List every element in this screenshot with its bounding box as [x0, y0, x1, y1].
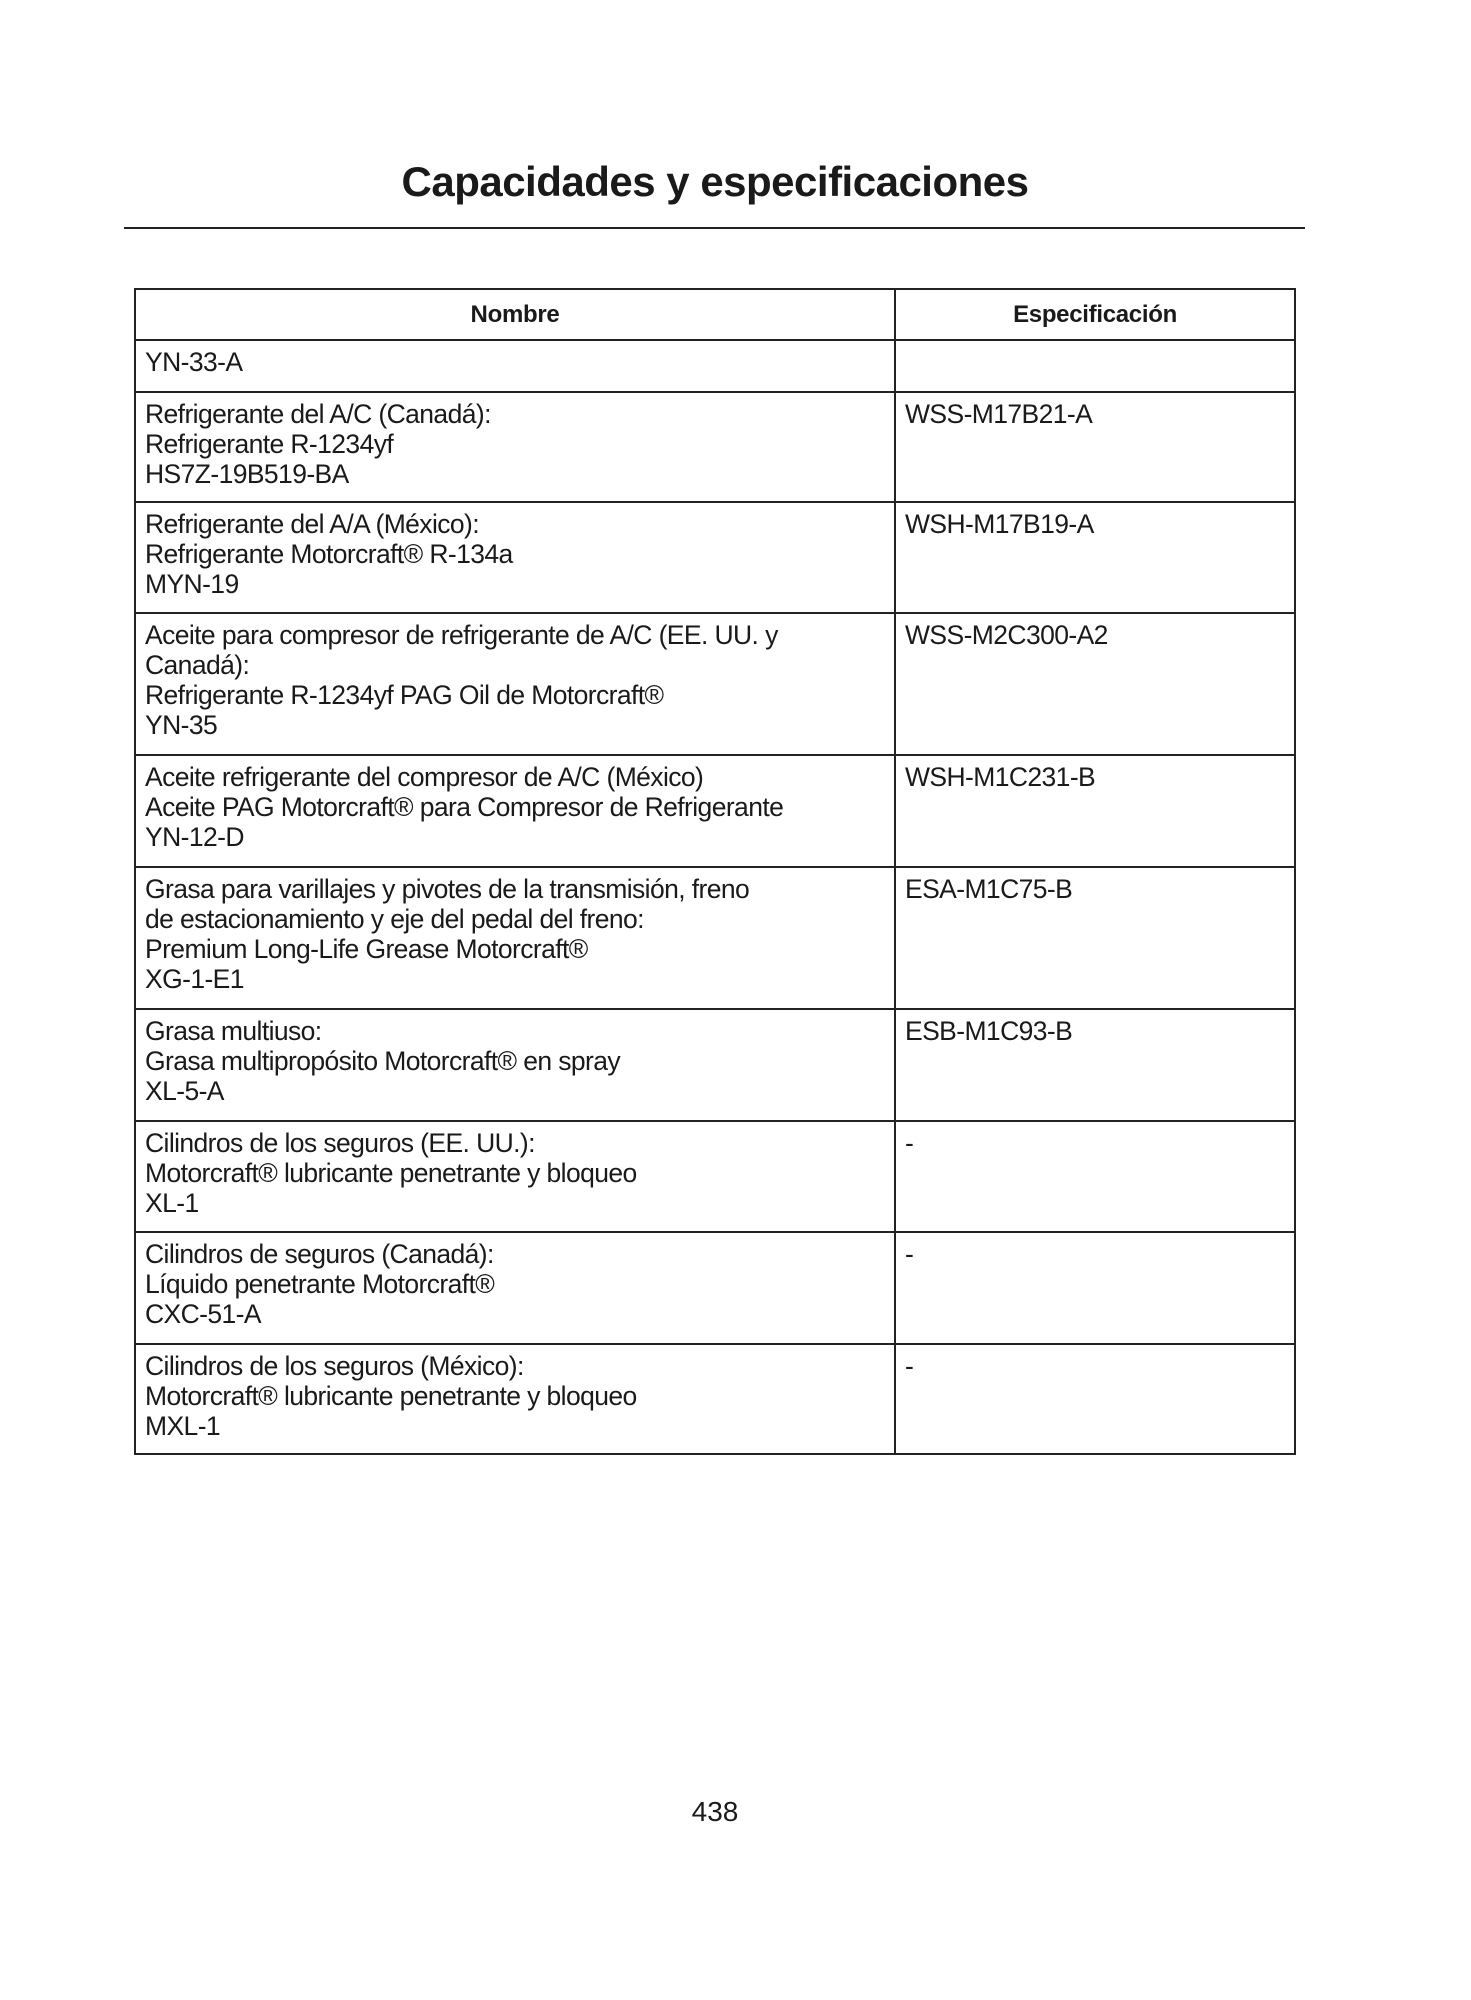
- name-line: YN-33-A: [145, 347, 243, 377]
- specification-cell: -: [895, 1344, 1295, 1454]
- name-cell: [135, 1232, 895, 1344]
- name-line: XG-1-E1: [145, 964, 244, 994]
- name-line: YN-35: [145, 710, 218, 740]
- name-line: Aceite para compresor de refrigerante de A/C (EE. UU. y: [145, 620, 778, 650]
- table-row: [135, 867, 1295, 1009]
- name-line: Refrigerante Motorcraft® R-134a: [145, 539, 513, 569]
- name-cell: [135, 340, 895, 392]
- column-header-specification: Especificación: [895, 289, 1295, 340]
- page-number: 438: [691, 1796, 739, 1827]
- table-row: [135, 1344, 1295, 1454]
- name-line: Grasa para varillajes y pivotes de la transmisión, freno: [145, 874, 750, 904]
- table-row: [135, 1232, 1295, 1344]
- specification-cell: -: [895, 1232, 1295, 1344]
- name-cell: [135, 392, 895, 502]
- table-row: [135, 340, 1295, 392]
- name-line: Aceite PAG Motorcraft® para Compresor de Refrigerante: [145, 792, 784, 822]
- specification-cell: WSS-M2C300-A2: [895, 613, 1295, 755]
- table-header-row: [135, 289, 1295, 340]
- table-row: [135, 1009, 1295, 1121]
- name-cell: [135, 1009, 895, 1121]
- name-cell: [135, 502, 895, 613]
- table-row: [135, 1121, 1295, 1232]
- specification-cell: [895, 340, 1295, 392]
- name-line: Refrigerante del A/A (México):: [145, 509, 480, 539]
- specification-cell: ESA-M1C75-B: [895, 867, 1295, 1009]
- page-title: Capacidades y especificaciones: [401, 158, 1029, 205]
- name-line: Grasa multipropósito Motorcraft® en spray: [145, 1046, 621, 1076]
- name-line: Líquido penetrante Motorcraft®: [145, 1269, 495, 1299]
- table-row: [135, 613, 1295, 755]
- name-line: Canadá):: [145, 650, 250, 680]
- name-line: Motorcraft® lubricante penetrante y bloqueo: [145, 1381, 637, 1411]
- specification-cell: WSH-M1C231-B: [895, 755, 1295, 867]
- name-cell: [135, 1344, 895, 1454]
- name-line: MXL-1: [145, 1411, 221, 1441]
- name-line: HS7Z-19B519-BA: [145, 459, 349, 489]
- specifications-table: [134, 288, 1296, 1455]
- table-row: [135, 755, 1295, 867]
- name-line: Cilindros de los seguros (México):: [145, 1351, 524, 1381]
- title-divider: [124, 227, 1305, 229]
- name-line: Refrigerante del A/C (Canadá):: [145, 399, 491, 429]
- name-line: Aceite refrigerante del compresor de A/C (México): [145, 762, 704, 792]
- specification-cell: -: [895, 1121, 1295, 1232]
- name-line: YN-12-D: [145, 822, 244, 852]
- specification-cell: WSH-M17B19-A: [895, 502, 1295, 613]
- name-line: de estacionamiento y eje del pedal del freno:: [145, 904, 644, 934]
- name-cell: [135, 755, 895, 867]
- name-cell: [135, 1121, 895, 1232]
- name-line: Cilindros de seguros (Canadá):: [145, 1239, 494, 1269]
- name-line: XL-5-A: [145, 1076, 224, 1106]
- specification-cell: WSS-M17B21-A: [895, 392, 1295, 502]
- name-line: Grasa multiuso:: [145, 1016, 322, 1046]
- name-line: MYN-19: [145, 569, 239, 599]
- name-line: Motorcraft® lubricante penetrante y bloqueo: [145, 1158, 637, 1188]
- name-line: XL-1: [145, 1188, 199, 1218]
- specification-cell: ESB-M1C93-B: [895, 1009, 1295, 1121]
- name-line: Premium Long-Life Grease Motorcraft®: [145, 934, 588, 964]
- name-cell: [135, 613, 895, 755]
- table-row: [135, 392, 1295, 502]
- table-row: [135, 502, 1295, 613]
- name-line: Refrigerante R-1234yf: [145, 429, 394, 459]
- name-cell: [135, 867, 895, 1009]
- name-line: CXC-51-A: [145, 1299, 261, 1329]
- name-line: Cilindros de los seguros (EE. UU.):: [145, 1128, 535, 1158]
- name-line: Refrigerante R-1234yf PAG Oil de Motorcraft®: [145, 680, 664, 710]
- column-header-name: Nombre: [135, 289, 895, 340]
